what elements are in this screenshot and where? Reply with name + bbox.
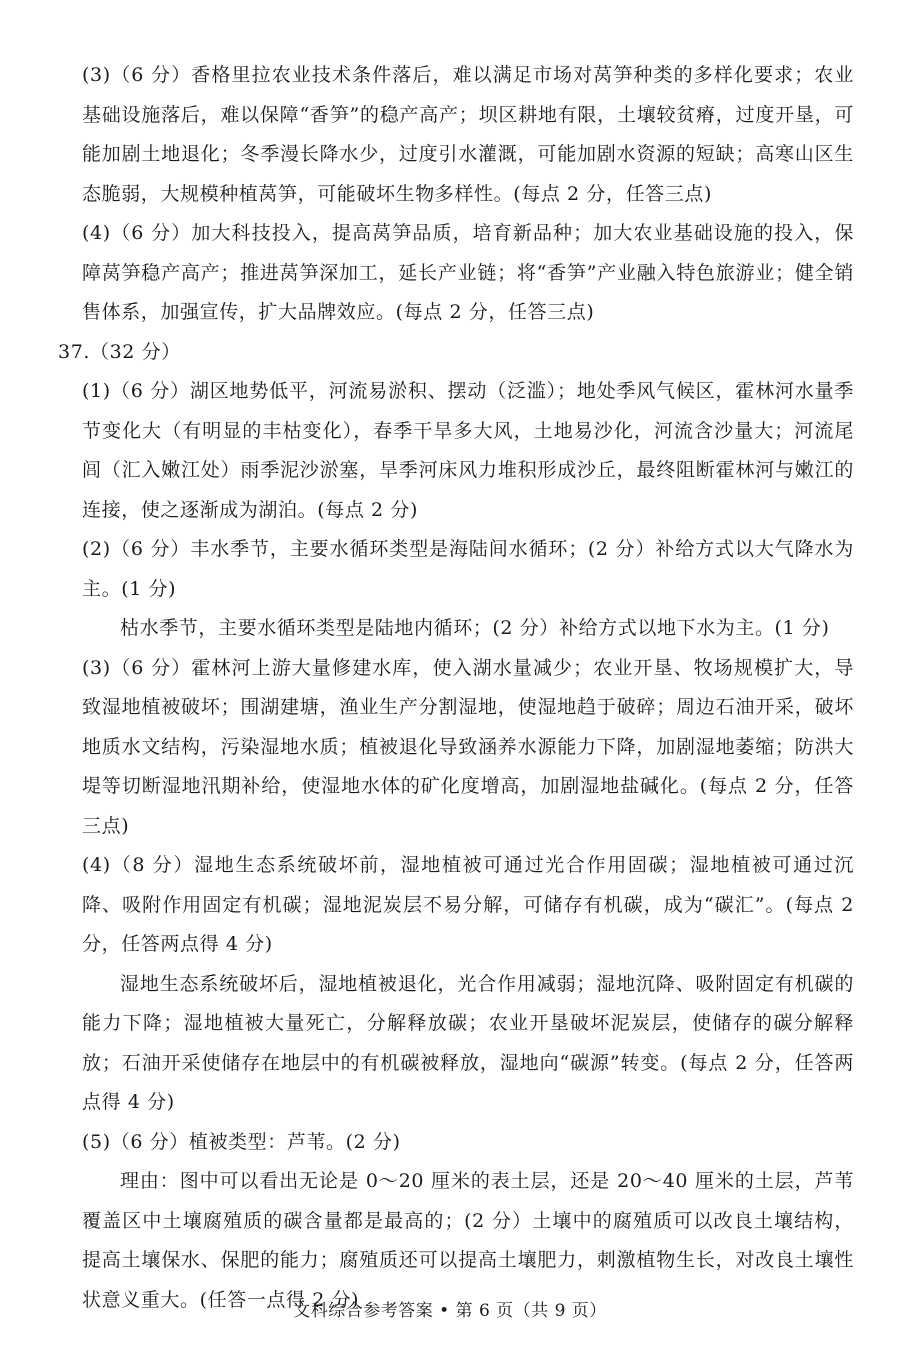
page-footer: 文科综合参考答案 • 第 6 页（共 9 页）	[293, 1301, 607, 1321]
answer-paragraph: (2)（6 分）丰水季节，主要水循环类型是海陆间水循环；(2 分）补给方式以大气降水为主。(1 分)	[82, 538, 854, 600]
answer-body	[58, 56, 854, 1320]
answer-paragraph: (4)（8 分）湿地生态系统破坏前，湿地植被可通过光合作用固碳；湿地植被可通过沉降、吸附作用固定有机碳；湿地泥炭层不易分解，可储存有机碳，成为“碳汇”。(每点 2 分，任答两点得 4 分)	[82, 854, 854, 955]
answer-paragraph: (1)（6 分）湖区地势低平，河流易淤积、摆动（泛滥）；地处季风气候区，霍林河水量季节变化大（有明显的丰枯变化），春季干旱多大风，土地易沙化，河流含沙量大；河流尾闾（汇入嫩江处）雨季泥沙淤塞，旱季河床风力堆积形成沙丘，最终阻断霍林河与嫩江的连接，使之逐渐成为湖泊。(每点 2 分)	[82, 380, 854, 521]
answer-paragraph: (3)（6 分）香格里拉农业技术条件落后，难以满足市场对莴笋种类的多样化要求；农业基础设施落后，难以保障“香笋”的稳产高产；坝区耕地有限，土壤较贫瘠，过度开垦，可能加剧土地退化；冬季漫长降水少，过度引水灌溉，可能加剧水资源的短缺；高寒山区生态脆弱，大规模种植莴笋，可能破坏生物多样性。(每点 2 分，任答三点)	[82, 64, 854, 205]
question-number: 37.（32 分）	[58, 340, 181, 363]
answer-paragraph: (4)（6 分）加大科技投入，提高莴笋品质，培育新品种；加大农业基础设施的投入，保障莴笋稳产高产；推进莴笋深加工，延长产业链；将“香笋”产业融入特色旅游业；健全销售体系，加强宣传，扩大品牌效应。(每点 2 分，任答三点)	[82, 222, 854, 323]
answer-paragraph: 湿地生态系统破坏后，湿地植被退化，光合作用减弱；湿地沉降、吸附固定有机碳的能力下降；湿地植被大量死亡，分解释放碳；农业开垦破坏泥炭层，使储存的碳分解释放；石油开采使储存在地层中的有机碳被释放，湿地向“碳源”转变。(每点 2 分，任答两点得 4 分)	[82, 972, 854, 1113]
answer-paragraph: (3)（6 分）霍林河上游大量修建水库，使入湖水量减少；农业开垦、牧场规模扩大，导致湿地植被破坏；围湖建塘，渔业生产分割湿地，使湿地趋于破碎；周边石油开采，破坏地质水文结构，污染湿地水质；植被退化导致涵养水源能力下降，加剧湿地萎缩；防洪大堤等切断湿地汛期补给，使湿地水体的矿化度增高，加剧湿地盐碱化。(每点 2 分，任答三点)	[82, 656, 854, 837]
answer-paragraph: (5)（6 分）植被类型：芦苇。(2 分)	[82, 1130, 401, 1153]
answer-paragraph: 枯水季节，主要水循环类型是陆地内循环；(2 分）补给方式以地下水为主。(1 分)	[120, 617, 830, 639]
answer-paragraph: 理由：图中可以看出无论是 0～20 厘米的表土层，还是 20～40 厘米的土层，芦苇覆盖区中土壤腐殖质的碳含量都是最高的；(2 分）土壤中的腐殖质可以改良土壤结构，提高土壤保水、保肥的能力；腐殖质还可以提高土壤肥力，刺激植物生长，对改良土壤性状意义重大。(任答一点得 2 分)	[82, 1170, 854, 1311]
